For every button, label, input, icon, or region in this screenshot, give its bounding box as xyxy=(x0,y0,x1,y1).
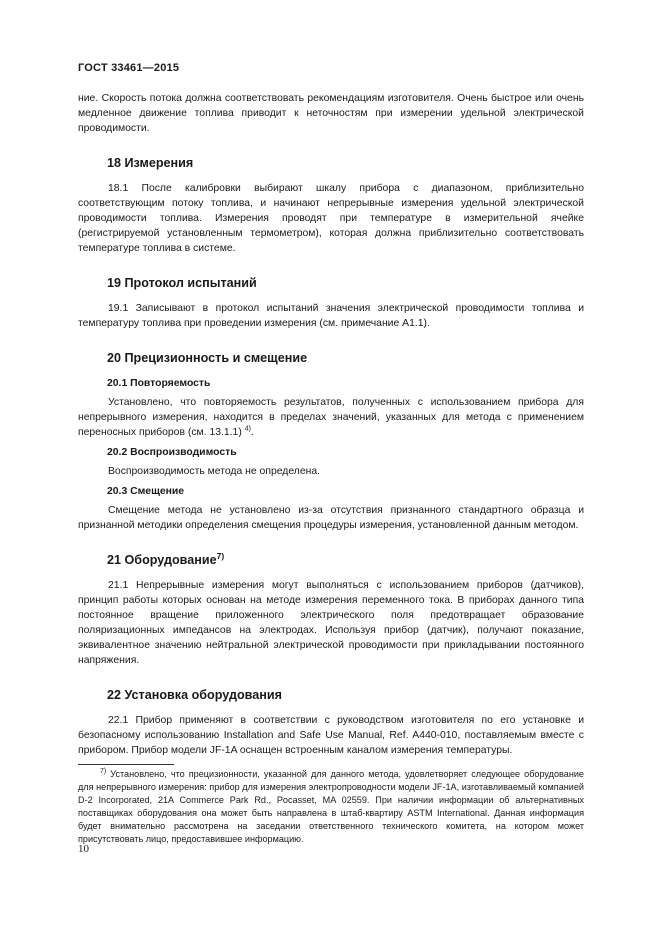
footnote-divider xyxy=(78,764,174,765)
section-18-heading: 18 Измерения xyxy=(107,156,194,170)
subsection-20-2-heading: 20.2 Воспроизводимость xyxy=(107,447,237,458)
section-22-1-paragraph: 22.1 Прибор применяют в соответствии с руководством изготовителя по его установке и безопасному использованию Installation and Safe Use Manual, Ref. A440-010, поставляемым вместе с прибором. Прибор модели JF-1A оснащен встроенным каналом измерения температуры. xyxy=(78,715,584,756)
subsection-20-2-paragraph: Воспроизводимость метода не определена. xyxy=(108,466,321,477)
section-20-heading: 20 Прецизионность и смещение xyxy=(107,351,308,365)
footnote-marker: 7) xyxy=(100,767,107,775)
subsection-20-3-paragraph: Смещение метода не установлено из-за отсутствия признанного стандартного образца и признанной методики определения смещения процедуры измерения, установленной данным методом. xyxy=(78,505,584,531)
document-body xyxy=(78,91,584,758)
section-19-1-paragraph: 19.1 Записывают в протокол испытаний значения электрической проводимости топлива и температуру топлива при проведении измерения (см. примечание А1.1). xyxy=(78,303,584,329)
subsection-20-1-text: Установлено, что повторяемость результатов, полученных с использованием прибора для непрерывного измерения, находится в пределах значений, указанных для метода с применением переносных приборов (см. 13.1.1) xyxy=(78,397,584,438)
page-number: 10 xyxy=(78,843,89,855)
section-21-heading xyxy=(78,552,584,568)
subsection-20-3-heading: 20.3 Смещение xyxy=(107,486,185,497)
footnote-7-text: Установлено, что прецизионности, указанной для данного метода, удовлетворяет следующее оборудование для непрерывного измерения: прибор для измерения электропроводности модели JF-1A, изготавливаемый компанией D-2 Incorporated, 21A Commerce Park Rd., Pocasset, MA 02559. При наличии информации об альтернативных поставщиках оборудования она может быть направлена в штаб-квартиру ASTM International. Данная информация будет внимательно рассмотрена на заседании ответственного технического комитета, на котором может присутствовать лицо, предоставившее информацию. xyxy=(78,769,584,844)
footnote xyxy=(78,768,584,846)
document-header: ГОСТ 33461—2015 xyxy=(78,62,180,74)
continued-paragraph: ние. Скорость потока должна соответствовать рекомендациям изготовителя. Очень быстрое или очень медленное движение топлива приводит к неточностям при измерении удельной электрической проводимости. xyxy=(78,93,584,134)
section-22-heading: 22 Установка оборудования xyxy=(107,688,282,702)
footnote-ref-7: 7) xyxy=(216,550,225,561)
subsection-20-1-heading: 20.1 Повторяемость xyxy=(107,378,211,389)
section-21-heading-text: 21 Оборудование xyxy=(107,553,217,567)
section-19-heading: 19 Протокол испытаний xyxy=(107,276,257,290)
footnote-ref-4: 4) xyxy=(244,425,251,433)
section-18-1-paragraph: 18.1 После калибровки выбирают шкалу прибора с диапазоном, приблизительно соответствующим потоку топлива, и начинают непрерывные измерения удельной электрической проводимости топлива. Измерения проводят при температуре в измерительной ячейке (регистрируемой установленным термометром), которая должна приблизительно соответствовать температуре топлива в системе. xyxy=(78,183,584,254)
subsection-20-1-paragraph xyxy=(78,395,584,440)
section-21-1-paragraph: 21.1 Непрерывные измерения могут выполняться с использованием приборов (датчиков), принцип работы которых основан на методе измерения переменного тока. В приборах данного типа постоянное вращение приложенного электрического поля предотвращает образование поляризационных импедансов на электродах. Используя прибор (датчик), получают показание, эквивалентное значению нейтральной электрической проводимости при прикладывании постоянного напряжения. xyxy=(78,580,584,666)
subsection-20-1-tail: . xyxy=(250,427,254,438)
footnote-7-paragraph xyxy=(78,768,584,846)
